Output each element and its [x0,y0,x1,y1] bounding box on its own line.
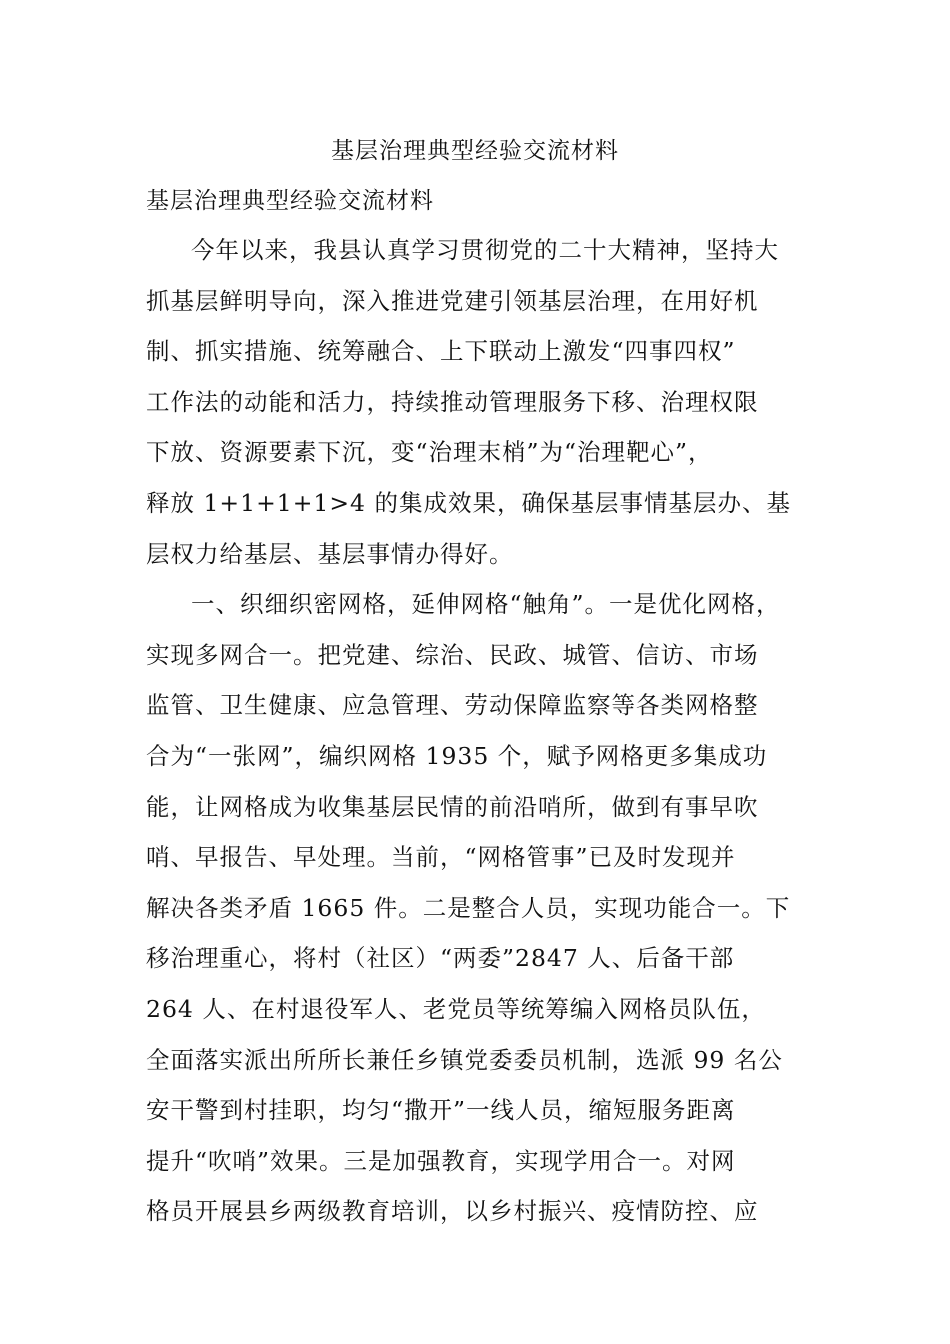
paragraph-line: 哨、早报告、早处理。当前，“网格管事”已及时发现并 [146,843,736,872]
paragraph-line: 实现多网合一。把党建、综治、民政、城管、信访、市场 [146,640,759,669]
paragraph-line: 提升“吹哨”效果。三是加强教育，实现学用合一。对网 [146,1146,736,1175]
paragraph-line: 安干警到村挂职，均匀“撒开”一线人员，缩短服务距离 [146,1096,736,1125]
paragraph-line: 移治理重心，将村（社区）“两委”2847 人、后备干部 [146,944,735,973]
paragraph-line: 制、抓实措施、统筹融合、上下联动上激发“四事四权” [146,337,736,366]
document-title: 基层治理典型经验交流材料 [331,138,619,164]
paragraph-line: 工作法的动能和活力，持续推动管理服务下移、治理权限 [146,387,759,416]
paragraph-line: 层权力给基层、基层事情办得好。 [146,539,514,568]
paragraph-line: 下放、资源要素下沉，变“治理末梢”为“治理靶心”， [146,438,713,467]
paragraph-line: 抓基层鲜明导向，深入推进党建引领基层治理，在用好机 [146,286,759,315]
paragraph-line: 全面落实派出所所长兼任乡镇党委委员机制，选派 99 名公 [146,1045,783,1074]
document-body [146,225,810,1237]
paragraph-line: 今年以来，我县认真学习贯彻党的二十大精神，坚持大 [191,236,779,264]
section-heading-line: 一、织细织密网格，延伸网格“触角”。一是优化网格， [191,590,781,619]
paragraph-line: 监管、卫生健康、应急管理、劳动保障监察等各类网格整 [146,691,759,720]
paragraph-line: 释放 1+1+1+1>4 的集成效果，确保基层事情基层办、基 [146,488,791,517]
paragraph-line: 解决各类矛盾 1665 件。二是整合人员，实现功能合一。下 [146,893,791,922]
document-subtitle: 基层治理典型经验交流材料 [146,188,434,214]
paragraph-line: 264 人、在村退役军人、老党员等统筹编入网格员队伍， [146,994,766,1023]
paragraph-line: 格员开展县乡两级教育培训，以乡村振兴、疫情防控、应 [146,1197,759,1226]
paragraph-line: 合为“一张网”，编织网格 1935 个，赋予网格更多集成功 [146,741,768,770]
paragraph-line: 能，让网格成为收集基层民情的前沿哨所，做到有事早吹 [146,792,759,821]
